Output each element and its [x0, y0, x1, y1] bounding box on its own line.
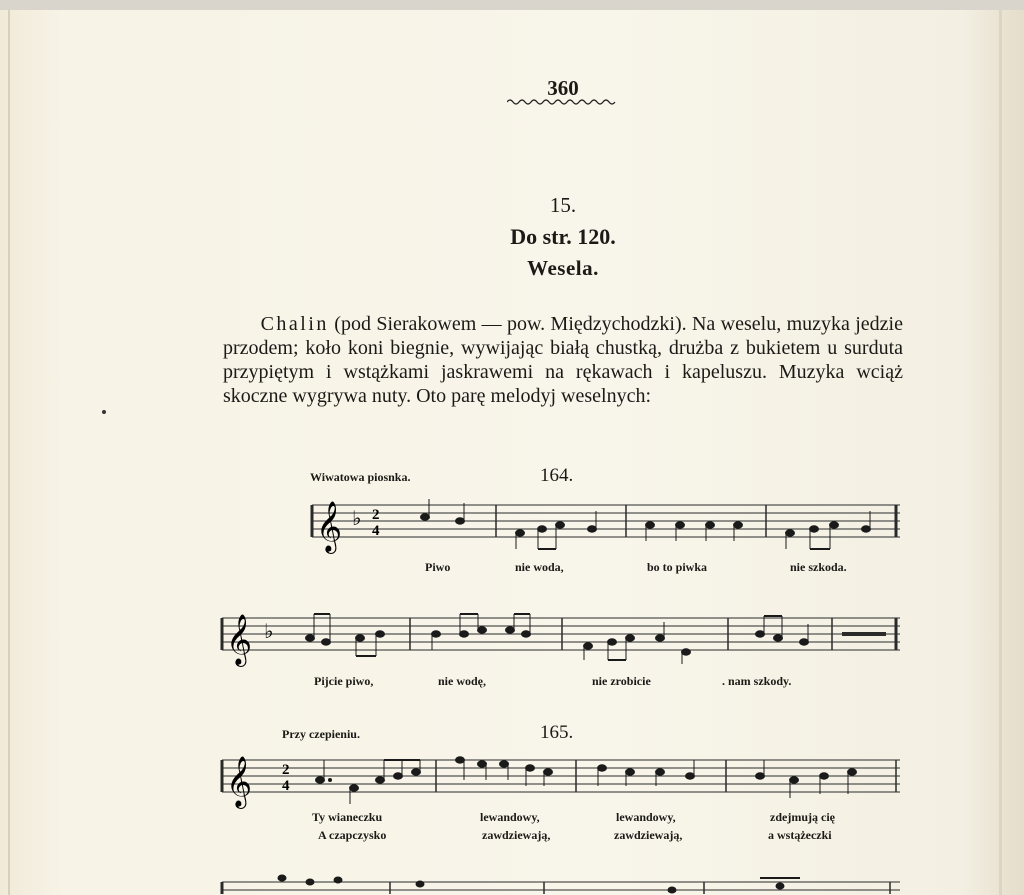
lyric-165-5: A czapczysko	[318, 828, 387, 842]
treble-clef-icon: 𝄞	[226, 614, 253, 665]
lyric-165-1: Ty wianeczku	[312, 810, 383, 824]
page-speck	[102, 410, 106, 414]
flat-icon: ♭	[352, 506, 362, 530]
time-sig-bottom: 4	[282, 778, 290, 794]
page-edge-right	[999, 10, 1002, 895]
page-number: 360	[547, 76, 579, 100]
flat-icon: ♭	[264, 619, 274, 643]
section-title: Wesela.	[527, 256, 599, 280]
wavy-underline	[507, 98, 619, 106]
lyric-164-8: . nam szkody.	[722, 674, 792, 688]
music-staff-164-line2	[220, 608, 902, 668]
section-reference: Do str. 120.	[510, 224, 616, 249]
lyric-165-7: zawdziewają,	[614, 828, 683, 842]
lyric-164-5: Pijcie piwo,	[314, 674, 374, 688]
section-number: 15.	[549, 193, 577, 217]
treble-clef-icon: 𝄞	[316, 501, 343, 552]
melody-164-number: 164.	[540, 465, 574, 486]
treble-clef-icon: 𝄞	[226, 756, 253, 807]
lyric-164-7: nie zrobicie	[592, 674, 651, 688]
lyric-165-6: zawdziewają,	[482, 828, 551, 842]
lyric-164-2: nie woda,	[515, 560, 564, 574]
lyric-165-2: lewandowy,	[480, 810, 540, 824]
melody-164-label: Wiwatowa piosnka.	[310, 470, 411, 484]
lyric-165-4: zdejmują cię	[770, 810, 835, 824]
melody-165-number: 165.	[540, 722, 574, 743]
lyric-164-4: nie szkoda.	[790, 560, 847, 574]
time-sig-top: 2	[282, 762, 290, 778]
lyric-165-3: lewandowy,	[616, 810, 676, 824]
lyric-164-3: bo to piwka	[647, 560, 708, 574]
time-sig-top: 2	[372, 507, 380, 523]
melody-165-label: Przy czepieniu.	[282, 727, 360, 741]
lyric-164-1: Piwo	[425, 560, 451, 574]
place-name: Chalin	[260, 313, 329, 335]
music-staff-165-line2	[220, 872, 902, 894]
lyric-164-6: nie wodę,	[438, 674, 486, 688]
page-gutter	[8, 10, 10, 895]
lyric-165-8: a wstążeczki	[768, 828, 832, 842]
music-staff-165-line1	[220, 750, 902, 810]
paragraph-text: (pod Sierakowem — pow. Międzychodzki). Na weselu, muzyka jedzie przodem; koło koni biegnie, wywijając białą chustką, drużba z bukietem u surduta przypiętym i wstążkami jaskrawemi na rękawach i kapeluszu. Muzyka wciąż skoczne wygrywa nuty. Oto parę melodyj weselnych:	[223, 313, 903, 407]
body-paragraph	[223, 312, 903, 408]
time-sig-bottom: 4	[372, 523, 380, 539]
music-staff-164-line1	[310, 495, 902, 555]
